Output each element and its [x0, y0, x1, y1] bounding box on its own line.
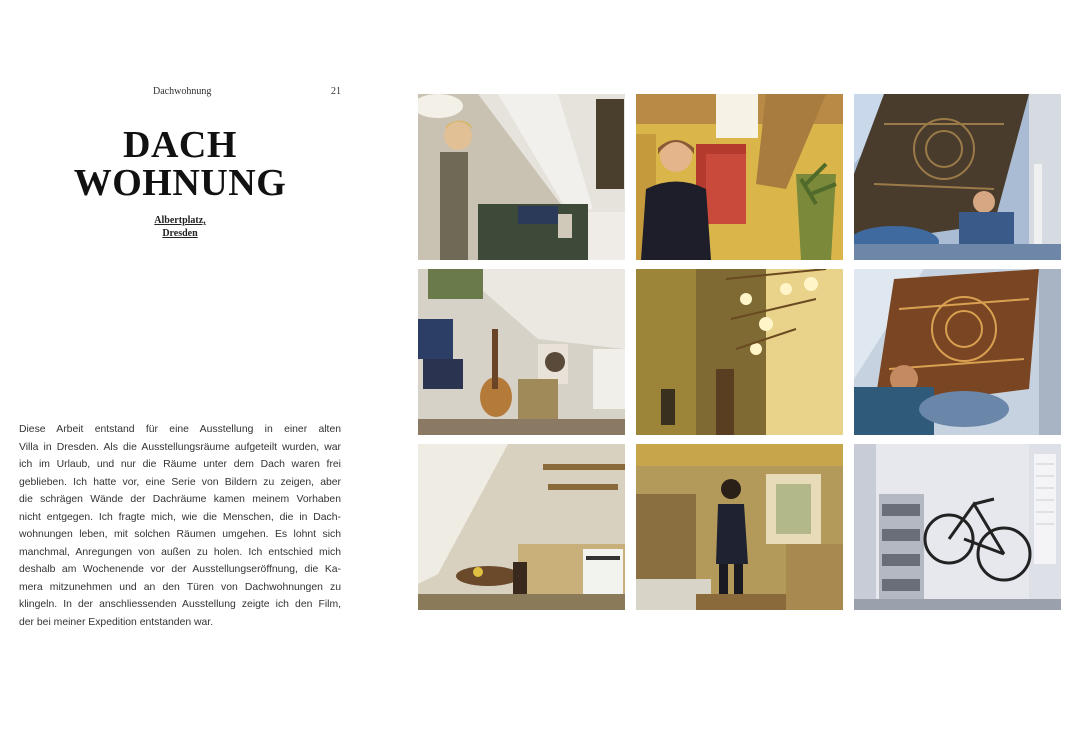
page-number: 21 [331, 86, 341, 97]
location [120, 214, 240, 240]
photo-grid [418, 94, 1061, 610]
photo-man-hanging-tapestry [854, 94, 1061, 260]
photo-attic-kitchen [418, 444, 625, 610]
body-line: wohnungen leben, mit solchen Räumen umgehen. Es lohnt sich [19, 529, 341, 540]
photo-woman-at-stove [636, 444, 843, 610]
title-line-2: WOHNUNG [73, 162, 287, 204]
body-line: nicht entgegen. Ich fragte mich, wie die Menschen, die in Dach- [19, 511, 341, 523]
body-line: ich im Urlaub, und nur die Räume unter dem Dach waren frei [19, 459, 341, 470]
body-line: Villa in Dresden. Als die Ausstellungsräume aufgeteilt wurden, war [19, 441, 341, 453]
location-line-2: Dresden [162, 228, 198, 239]
body-line: klingeln. In der anschliessenden Ausstellung zeigte ich den Film, [19, 599, 341, 610]
body-line: deshalb am Wochenende vor der Ausstellungseröffnung, die Ka- [19, 564, 341, 575]
photo-woman-smiling-yellow-hallway [636, 94, 843, 260]
location-line-1: Albertplatz, [154, 215, 206, 226]
page-title [40, 126, 320, 202]
photo-man-below-tapestry [854, 269, 1061, 435]
photo-man-waving-attic-room [418, 94, 625, 260]
body-line: geblieben. Ich hatte vor, eine Serie von Bildern zu zeigen, aber [19, 476, 341, 488]
photo-yellow-hallway-lights [636, 269, 843, 435]
section-title: Dachwohnung [153, 86, 212, 97]
body-line: mera mitzunehmen und an den Türen von Dachwohnungen zu [19, 581, 341, 593]
photo-bicycle-on-wall [854, 444, 1061, 610]
title-line-1: DACH [123, 124, 237, 166]
body-line: die schrägen Wände der Dachräume kamen meinem Vorhaben [19, 494, 341, 505]
photo-room-with-guitar-and-poster [418, 269, 625, 435]
body-line: manchmal, Anregungen von außen zu holen. Ich entschied mich [19, 546, 341, 558]
body-line: Diese Arbeit entstand für eine Ausstellung in einer alten [19, 424, 341, 435]
body-paragraph [19, 421, 341, 631]
body-line: der bei meiner Expedition entstanden war. [19, 616, 214, 628]
